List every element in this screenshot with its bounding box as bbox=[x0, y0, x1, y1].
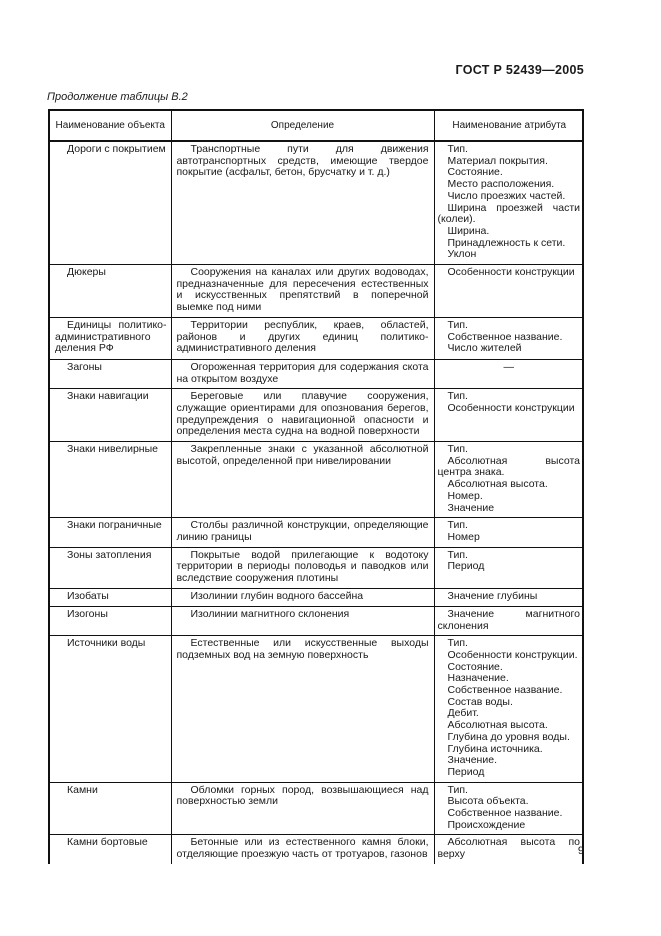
definition-text: Изолинии глубин водного бассейна bbox=[190, 589, 364, 602]
table-row bbox=[50, 317, 584, 359]
object-name-cell bbox=[50, 317, 171, 359]
definition-cell bbox=[171, 835, 434, 864]
table-row bbox=[50, 588, 584, 606]
table-caption: Продолжение таблицы В.2 bbox=[47, 91, 188, 103]
definition-text: Закрепленные знаки с указанной абсолютной высотой, определенной при нивелировании bbox=[176, 443, 429, 467]
attribute-item: Тип. bbox=[447, 519, 468, 532]
object-name-cell bbox=[50, 518, 171, 547]
table-row bbox=[50, 606, 584, 635]
attribute-item: Уклон bbox=[447, 248, 477, 261]
attribute-item: Происхождение bbox=[447, 818, 526, 831]
definition-text: Естественные или искусственные выходы подземных вод на земную поверхность bbox=[176, 637, 429, 661]
attribute-item: Место расположения. bbox=[447, 178, 555, 191]
definition-cell bbox=[171, 389, 434, 442]
attributes-cell bbox=[434, 265, 584, 318]
attribute-item: Тип. bbox=[447, 783, 468, 796]
object-name: Изогоны bbox=[67, 607, 108, 620]
attributes-cell bbox=[434, 389, 584, 442]
attribute-item: Значение глубины bbox=[447, 589, 538, 602]
attributes-cell bbox=[434, 317, 584, 359]
attribute-item: Особенности конструкции bbox=[447, 266, 575, 279]
table-row bbox=[50, 442, 584, 518]
attributes-cell bbox=[434, 359, 584, 388]
attribute-item: Период bbox=[447, 765, 485, 778]
object-name: Загоны bbox=[67, 360, 102, 373]
attributes-cell bbox=[434, 636, 584, 782]
definition-cell bbox=[171, 518, 434, 547]
table-row bbox=[50, 782, 584, 835]
attributes-cell bbox=[434, 782, 584, 835]
attribute-item: Глубина до уровня воды. bbox=[447, 730, 570, 743]
object-name: Знаки нивелирные bbox=[67, 443, 158, 456]
definition-cell bbox=[171, 359, 434, 388]
object-name-cell bbox=[50, 389, 171, 442]
attributes-cell bbox=[434, 442, 584, 518]
object-name: Камни бортовые bbox=[67, 836, 148, 849]
table-row bbox=[50, 265, 584, 318]
attributes-cell bbox=[434, 606, 584, 635]
object-name: Единицы политико-административного деления РФ bbox=[55, 318, 167, 355]
definition-text: Транспортные пути для движения автотранспортных средств, имеющие твердое покрытие (асфальт, бетон, брусчатку и т. д.) bbox=[176, 143, 429, 179]
header-attribute-name: Наименование атрибута bbox=[434, 111, 584, 141]
object-name-cell bbox=[50, 141, 171, 265]
object-name: Знаки навигации bbox=[67, 390, 149, 403]
attribute-item: Глубина источника. bbox=[447, 742, 543, 755]
attribute-item: Состояние. bbox=[447, 660, 503, 673]
definition-text: Огороженная территория для содержания скота на открытом воздухе bbox=[176, 360, 429, 385]
table-row bbox=[50, 518, 584, 547]
attribute-item: Номер bbox=[447, 530, 480, 543]
attributes-cell bbox=[434, 547, 584, 588]
object-name-cell bbox=[50, 835, 171, 864]
object-name-cell bbox=[50, 359, 171, 388]
attribute-item: Особенности конструкции bbox=[447, 401, 575, 414]
standard-number: ГОСТ Р 52439—2005 bbox=[455, 63, 584, 77]
definition-text: Покрытые водой прилегающие к водотоку территории в периоды половодья и паводков или вследствие сооружения плотины bbox=[176, 548, 429, 585]
attribute-item: Материал покрытия. bbox=[447, 154, 548, 167]
definition-cell bbox=[171, 547, 434, 588]
table-row bbox=[50, 141, 584, 265]
table-row bbox=[50, 636, 584, 782]
definition-cell bbox=[171, 317, 434, 359]
attribute-item: Тип. bbox=[447, 143, 468, 155]
attribute-item: Особенности конструкции. bbox=[447, 648, 578, 661]
attributes-cell bbox=[434, 588, 584, 606]
attribute-item: Состояние. bbox=[447, 166, 503, 179]
definition-cell bbox=[171, 636, 434, 782]
page-number: 9 bbox=[577, 845, 584, 857]
table-row bbox=[50, 389, 584, 442]
object-name: Дюкеры bbox=[67, 266, 106, 279]
object-name-cell bbox=[50, 606, 171, 635]
definition-cell bbox=[171, 588, 434, 606]
attribute-item: Собственное название. bbox=[447, 684, 563, 697]
attribute-item: Абсолютная высота по верху bbox=[437, 836, 580, 861]
attribute-item: Число жителей bbox=[447, 342, 522, 355]
definition-text: Обломки горных пород, возвышающиеся над поверхностью земли bbox=[176, 783, 429, 808]
attributes-cell bbox=[434, 518, 584, 547]
attribute-item: Абсолютная высота. bbox=[447, 478, 548, 491]
header-definition: Определение bbox=[171, 111, 434, 141]
attribute-item: Ширина проезжей части (колеи). bbox=[437, 201, 580, 226]
definition-text: Береговые или плавучие сооружения, служащие ориентирами для опознования берегов, предупреждения о навигационной опасности и определения места судна на водной поверхности bbox=[176, 390, 429, 438]
attribute-item: Собственное название. bbox=[447, 330, 563, 343]
object-name: Изобаты bbox=[67, 589, 109, 602]
attribute-item: Высота объекта. bbox=[447, 795, 529, 808]
attribute-item: Дебит. bbox=[447, 707, 479, 720]
attribute-item: Абсолютная высота. bbox=[447, 719, 548, 732]
table-row bbox=[50, 359, 584, 388]
table-row bbox=[50, 835, 584, 864]
objects-attributes-table bbox=[50, 111, 584, 864]
attribute-item: Ширина. bbox=[447, 224, 490, 237]
object-name-cell bbox=[50, 588, 171, 606]
definition-text: Сооружения на каналах или других водоводах, предназначенные для пересечения естественных и искусственных препятствий в поперечной выемке под ними bbox=[176, 266, 429, 314]
attribute-item: Значение магнитного склонения bbox=[437, 607, 580, 632]
attribute-item: Тип. bbox=[447, 318, 468, 331]
object-name-cell bbox=[50, 636, 171, 782]
object-name: Дороги с покрытием bbox=[67, 143, 166, 155]
attribute-item: Номер. bbox=[447, 489, 483, 502]
object-name: Источники воды bbox=[67, 637, 146, 650]
attribute-item: Тип. bbox=[447, 443, 468, 456]
attribute-item: Тип. bbox=[447, 390, 468, 403]
table-b2-continuation bbox=[48, 109, 584, 864]
definition-cell bbox=[171, 141, 434, 265]
definition-text: Изолинии магнитного склонения bbox=[190, 607, 350, 620]
definition-cell bbox=[171, 606, 434, 635]
object-name: Знаки пограничные bbox=[67, 519, 162, 532]
definition-cell bbox=[171, 265, 434, 318]
definition-text: Территории республик, краев, областей, районов и других единиц политико-административного деления bbox=[176, 318, 429, 355]
attribute-item: Состав воды. bbox=[447, 695, 513, 708]
attribute-item: Значение. bbox=[447, 754, 497, 767]
attributes-cell bbox=[434, 141, 584, 265]
attribute-item: Принадлежность к сети. bbox=[447, 236, 566, 249]
definition-cell bbox=[171, 442, 434, 518]
attribute-item: Назначение. bbox=[447, 672, 509, 685]
object-name-cell bbox=[50, 547, 171, 588]
no-attribute-dash: — bbox=[503, 360, 514, 373]
object-name: Камни bbox=[67, 783, 98, 796]
table-header-row bbox=[50, 111, 584, 141]
definition-text: Бетонные или из естественного камня блоки, отделяющие проезжую часть от тротуаров, газонов bbox=[176, 836, 429, 861]
object-name-cell bbox=[50, 265, 171, 318]
table-row bbox=[50, 547, 584, 588]
object-name: Зоны затопления bbox=[67, 548, 152, 561]
object-name-cell bbox=[50, 442, 171, 518]
definition-cell bbox=[171, 782, 434, 835]
attribute-item: Собственное название. bbox=[447, 807, 563, 820]
object-name-cell bbox=[50, 782, 171, 835]
attribute-item: Значение bbox=[447, 501, 495, 514]
attribute-item: Период bbox=[447, 560, 485, 573]
attribute-item: Абсолютная высота центра знака. bbox=[437, 454, 580, 479]
attribute-item: Тип. bbox=[447, 548, 468, 561]
definition-text: Столбы различной конструкции, определяющие линию границы bbox=[176, 519, 429, 543]
attribute-item: Число проезжих частей. bbox=[447, 189, 566, 202]
attribute-item: Тип. bbox=[447, 637, 468, 650]
header-object-name: Наименование объекта bbox=[50, 111, 171, 141]
attributes-cell bbox=[434, 835, 584, 864]
